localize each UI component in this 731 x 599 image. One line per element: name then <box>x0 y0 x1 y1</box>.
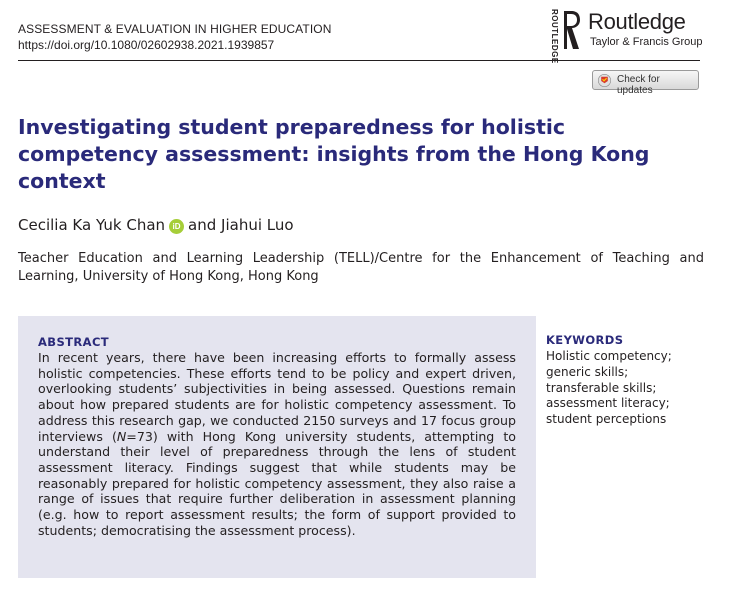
routledge-r-logo-icon <box>561 9 583 51</box>
keyword-item: student perceptions <box>546 412 667 427</box>
article-title: Investigating student preparedness for holistic competency assessment: insights from the Hong Kong context <box>18 115 650 193</box>
affiliation: Teacher Education and Learning Leadership (TELL)/Centre for the Enhancement of Teaching and Learning, University of Hong Kong, Hong Kong <box>18 251 704 284</box>
abstract-heading: ABSTRACT <box>38 335 110 349</box>
keywords-list <box>546 349 672 428</box>
keyword-item: assessment literacy; <box>546 396 670 411</box>
publisher-vertical-text: ROUTLEDGE <box>550 9 559 64</box>
check-for-updates-label: Check for updates <box>617 74 660 96</box>
sample-size-symbol: N <box>116 428 127 444</box>
crossmark-icon <box>598 74 611 87</box>
doi-link[interactable]: https://doi.org/10.1080/02602938.2021.1939857 <box>18 38 275 52</box>
publisher-name: Routledge <box>588 9 686 34</box>
publisher-subtitle: Taylor & Francis Group <box>590 36 703 48</box>
abstract-text-part: =73) with Hong Kong university students, attempting to understand their level of preparedness through the lens of student assessment literacy. Findings suggest that while students may be reasonably prepared for holistic competency assessment, they also raise a range of issues that require further deliberation in assessment planning (e.g. how to report assessment results; the form of support provided to students; democratising the assessment process). <box>38 428 516 538</box>
journal-name: ASSESSMENT & EVALUATION IN HIGHER EDUCATION <box>18 22 332 36</box>
header-rule <box>18 60 700 61</box>
author-name[interactable]: Cecilia Ka Yuk Chan <box>18 216 166 234</box>
abstract-text-part: In recent years, there have been increasing efforts to formally assess holistic competencies. These efforts tend to be policy and expert driven, overlooking students’ subjectivities in being assessed. Questions remain about how prepared students are for holistic competency assessment. To address this research gap, we conducted 2150 surveys and 17 focus group interviews ( <box>38 350 516 444</box>
check-for-updates-button[interactable] <box>592 70 699 96</box>
keywords-heading: KEYWORDS <box>546 333 624 347</box>
author-separator: and <box>188 216 217 234</box>
abstract-text <box>38 350 516 538</box>
keyword-item: generic skills; <box>546 364 629 379</box>
keyword-item: transferable skills; <box>546 380 657 395</box>
author-name[interactable]: Jiahui Luo <box>221 216 294 234</box>
keyword-item: Holistic competency; <box>546 349 672 363</box>
orcid-icon[interactable]: iD <box>169 219 184 234</box>
authors-line <box>18 216 294 234</box>
